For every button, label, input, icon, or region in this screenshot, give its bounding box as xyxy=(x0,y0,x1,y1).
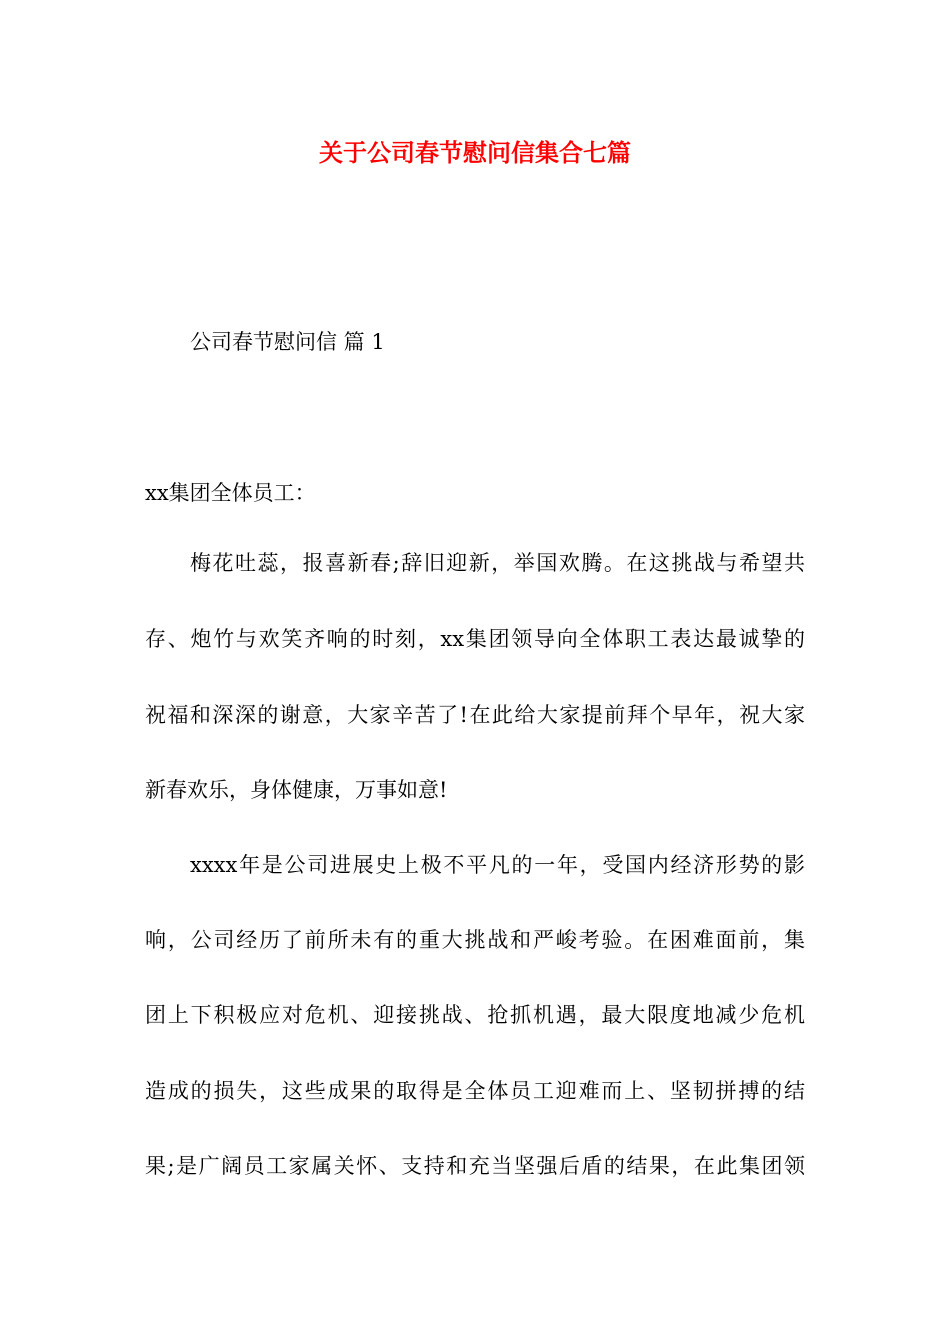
paragraph-line: 响，公司经历了前所未有的重大挑战和严峻考验。在困难面前，集 xyxy=(145,928,805,952)
salutation: xx集团全体员工： xyxy=(145,481,316,505)
document-title: 关于公司春节慰问信集合七篇 xyxy=(319,139,631,167)
paragraph-line: 新春欢乐，身体健康，万事如意! xyxy=(145,778,448,802)
paragraph-line: 造成的损失，这些成果的取得是全体员工迎难而上、坚韧拼搏的结 xyxy=(145,1079,805,1103)
paragraph-line: 团上下积极应对危机、迎接挑战、抢抓机遇，最大限度地减少危机 xyxy=(145,1003,805,1027)
paragraph-line: 果;是广阔员工家属关怀、支持和充当坚强后盾的结果，在此集团领 xyxy=(145,1154,805,1178)
paragraph-line: xxxx年是公司进展史上极不平凡的一年，受国内经济形势的影 xyxy=(190,853,805,877)
paragraph-line: 存、炮竹与欢笑齐响的时刻，xx集团领导向全体职工表达最诚挚的 xyxy=(145,627,805,651)
paragraph-line: 祝福和深深的谢意，大家辛苦了!在此给大家提前拜个早年，祝大家 xyxy=(145,703,805,727)
section-heading: 公司春节慰问信 篇 1 xyxy=(190,330,385,354)
paragraph-line: 梅花吐蕊，报喜新春;辞旧迎新，举国欢腾。在这挑战与希望共 xyxy=(190,551,805,575)
